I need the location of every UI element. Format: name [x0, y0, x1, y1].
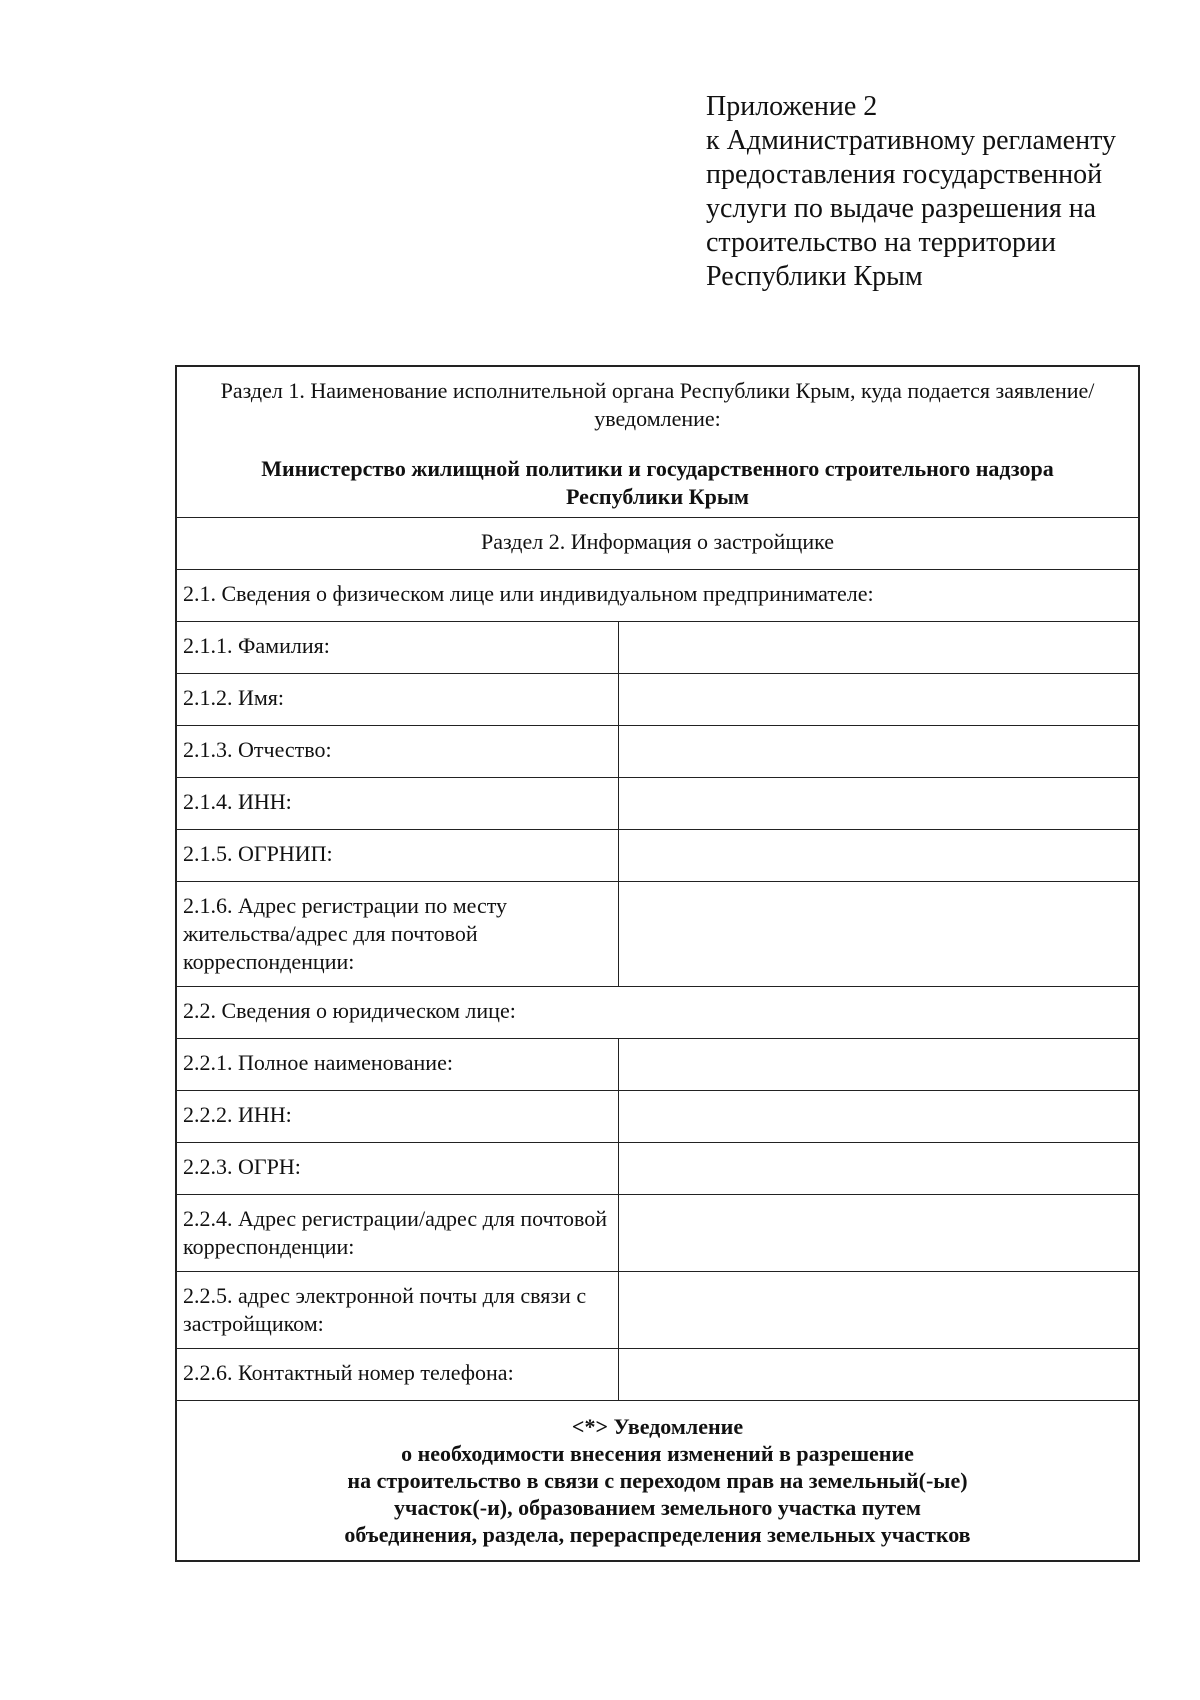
field-value-full-name[interactable] — [619, 1039, 1138, 1090]
field-label-full-name: 2.2.1. Полное наименование: — [177, 1039, 619, 1090]
legal-header-row — [177, 986, 1138, 1038]
field-value-legal-address[interactable] — [619, 1195, 1138, 1271]
appendix-line: к Административному регламенту — [706, 125, 1116, 156]
notice-block — [177, 1401, 1138, 1560]
field-row-surname — [177, 621, 1138, 673]
notice-row — [177, 1400, 1138, 1560]
notice-line: о необходимости внесения изменений в разрешение — [401, 1441, 914, 1466]
section1-row — [177, 367, 1138, 517]
field-row-ogrn — [177, 1142, 1138, 1194]
field-value-surname[interactable] — [619, 622, 1138, 673]
notice-title: <*> Уведомление — [571, 1414, 744, 1439]
field-label-legal-address: 2.2.4. Адрес регистрации/адрес для почтовой корреспонденции: — [177, 1195, 619, 1271]
field-value-patronymic[interactable] — [619, 726, 1138, 777]
notice-line: участок(-и), образованием земельного участка путем — [394, 1495, 921, 1520]
appendix-line: строительство на территории — [706, 227, 1056, 258]
notice-line: объединения, раздела, перераспределения земельных участков — [344, 1522, 971, 1547]
appendix-line: услуги по выдаче разрешения на — [706, 193, 1097, 224]
field-row-name — [177, 673, 1138, 725]
field-value-individual-address[interactable] — [619, 882, 1138, 986]
field-value-phone[interactable] — [619, 1349, 1138, 1400]
field-label-ogrn: 2.2.3. ОГРН: — [177, 1143, 619, 1194]
application-form-table — [175, 365, 1140, 1562]
notice-line: на строительство в связи с переходом прав на земельный(-ые) — [347, 1468, 968, 1493]
field-label-phone: 2.2.6. Контактный номер телефона: — [177, 1349, 619, 1400]
field-row-legal-address — [177, 1194, 1138, 1271]
field-label-patronymic: 2.1.3. Отчество: — [177, 726, 619, 777]
field-value-legal-inn[interactable] — [619, 1091, 1138, 1142]
field-value-inn[interactable] — [619, 778, 1138, 829]
field-row-inn — [177, 777, 1138, 829]
section1-organization: Министерство жилищной политики и государственного строительного надзора Республики Крым — [261, 456, 1054, 509]
section2-title-row — [177, 517, 1138, 569]
field-label-ogrnip: 2.1.5. ОГРНИП: — [177, 830, 619, 881]
field-value-email[interactable] — [619, 1272, 1138, 1348]
section2-title: Раздел 2. Информация о застройщике — [480, 529, 834, 554]
appendix-header — [706, 90, 1146, 294]
appendix-line: предоставления государственной — [706, 159, 1103, 190]
appendix-line: Приложение 2 — [706, 91, 878, 122]
individual-header-row — [177, 569, 1138, 621]
legal-header: 2.2. Сведения о юридическом лице: — [183, 998, 516, 1023]
field-value-ogrn[interactable] — [619, 1143, 1138, 1194]
field-label-legal-inn: 2.2.2. ИНН: — [177, 1091, 619, 1142]
field-label-surname: 2.1.1. Фамилия: — [177, 622, 619, 673]
field-label-email: 2.2.5. адрес электронной почты для связи с застройщиком: — [177, 1272, 619, 1348]
field-label-name: 2.1.2. Имя: — [177, 674, 619, 725]
section1-title: Раздел 1. Наименование исполнительной органа Республики Крым, куда подается заявление/уведомление: — [220, 378, 1095, 431]
individual-header: 2.1. Сведения о физическом лице или индивидуальном предпринимателе: — [183, 581, 874, 606]
field-row-ogrnip — [177, 829, 1138, 881]
field-label-individual-address: 2.1.6. Адрес регистрации по месту жительства/адрес для почтовой корреспонденции: — [177, 882, 619, 986]
field-value-ogrnip[interactable] — [619, 830, 1138, 881]
field-row-patronymic — [177, 725, 1138, 777]
appendix-line: Республики Крым — [706, 261, 923, 292]
field-row-legal-inn — [177, 1090, 1138, 1142]
field-row-full-name — [177, 1038, 1138, 1090]
field-row-email — [177, 1271, 1138, 1348]
field-row-phone — [177, 1348, 1138, 1400]
field-row-individual-address — [177, 881, 1138, 986]
field-value-name[interactable] — [619, 674, 1138, 725]
field-label-inn: 2.1.4. ИНН: — [177, 778, 619, 829]
